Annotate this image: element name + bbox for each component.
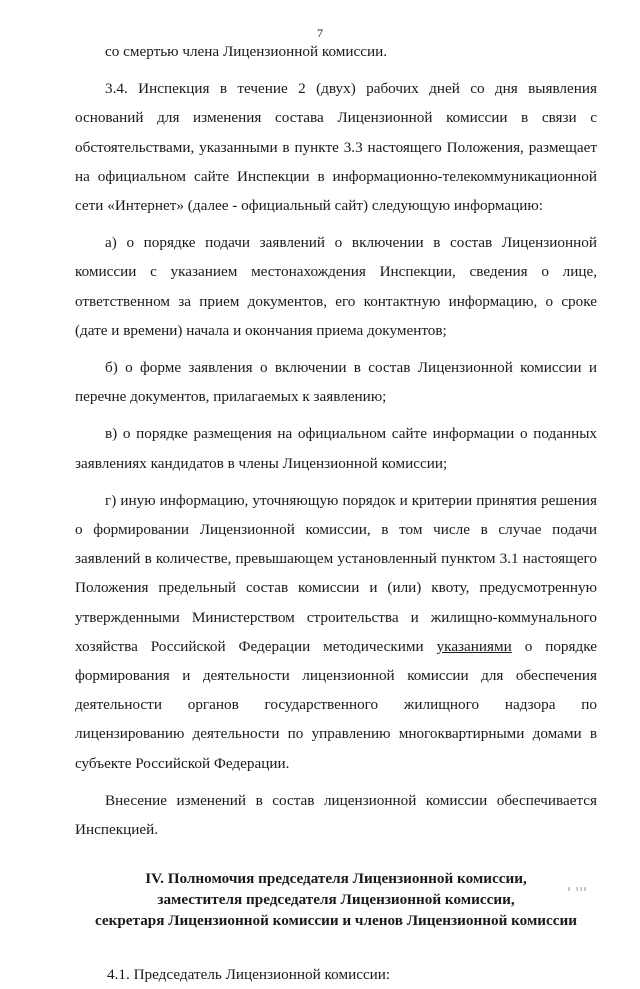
section-heading-line-1: IV. Полномочия председателя Лицензионной комиссии, (145, 870, 527, 888)
paragraph-item-v: в) о порядке размещения на официальном сайте информации о поданных заявлениях кандидатов в члены Лицензионной комиссии; (75, 425, 597, 472)
paragraph-continuation: со смертью члена Лицензионной комиссии. (105, 43, 388, 60)
underlined-word: указаниями (436, 637, 512, 655)
document-body (75, 37, 597, 989)
paragraph-item-g-part2: о порядке формирования и деятельности лицензионной комиссии для обеспечения деятельности органов государственного жилищного надзора по лицензированию деятельности по управлению многоквартирными домами в субъекте Российской Федерации. (75, 637, 597, 772)
paragraph-3-4: 3.4. Инспекция в течение 2 (двух) рабочих дней со дня выявления оснований для изменения состава Лицензионной комиссии в связи с обстоятельствами, указанными в пункте 3.3 настоящего Положения, размещает на официальном сайте Инспекции в информационно-телекоммуникационной сети «Интернет» (далее - официальный сайт) следующую информацию: (75, 80, 597, 215)
paragraph-item-a: а) о порядке подачи заявлений о включении в состав Лицензионной комиссии с указанием местонахождения Инспекции, сведения о лице, ответственном за прием документов, его контактную информацию, о сроке (дате и времени) начала и окончания приема документов; (75, 234, 597, 339)
page-number: 7 (317, 26, 323, 40)
subsection-4-1: 4.1. Председатель Лицензионной комиссии: (107, 966, 391, 984)
footer-mark: ı ııı (567, 885, 588, 893)
paragraph-item-g (75, 486, 597, 778)
paragraph-item-g-part1: г) иную информацию, уточняющую порядок и критерии принятия решения о формировании Лицензионной комиссии, в том числе в случае подачи заявлений в количестве, превышающем установленный пунктом 3.1 настоящего Положения предельный состав комиссии и (или) квоту, предусмотренную утвержденными Министерством строительства и жилищно-коммунального хозяйства Российской Федерации методическими (75, 491, 597, 655)
section-heading-line-2: заместителя председателя Лицензионной комиссии, (157, 891, 515, 909)
section-heading-line-3: секретаря Лицензионной комиссии и членов Лицензионной комиссии (94, 912, 578, 930)
section-heading (75, 868, 597, 931)
paragraph-item-b: б) о форме заявления о включении в состав Лицензионной комиссии и перечне документов, прилагаемых к заявлению; (75, 359, 597, 406)
paragraph-changes: Внесение изменений в состав лицензионной комиссии обеспечивается Инспекцией. (75, 791, 597, 839)
